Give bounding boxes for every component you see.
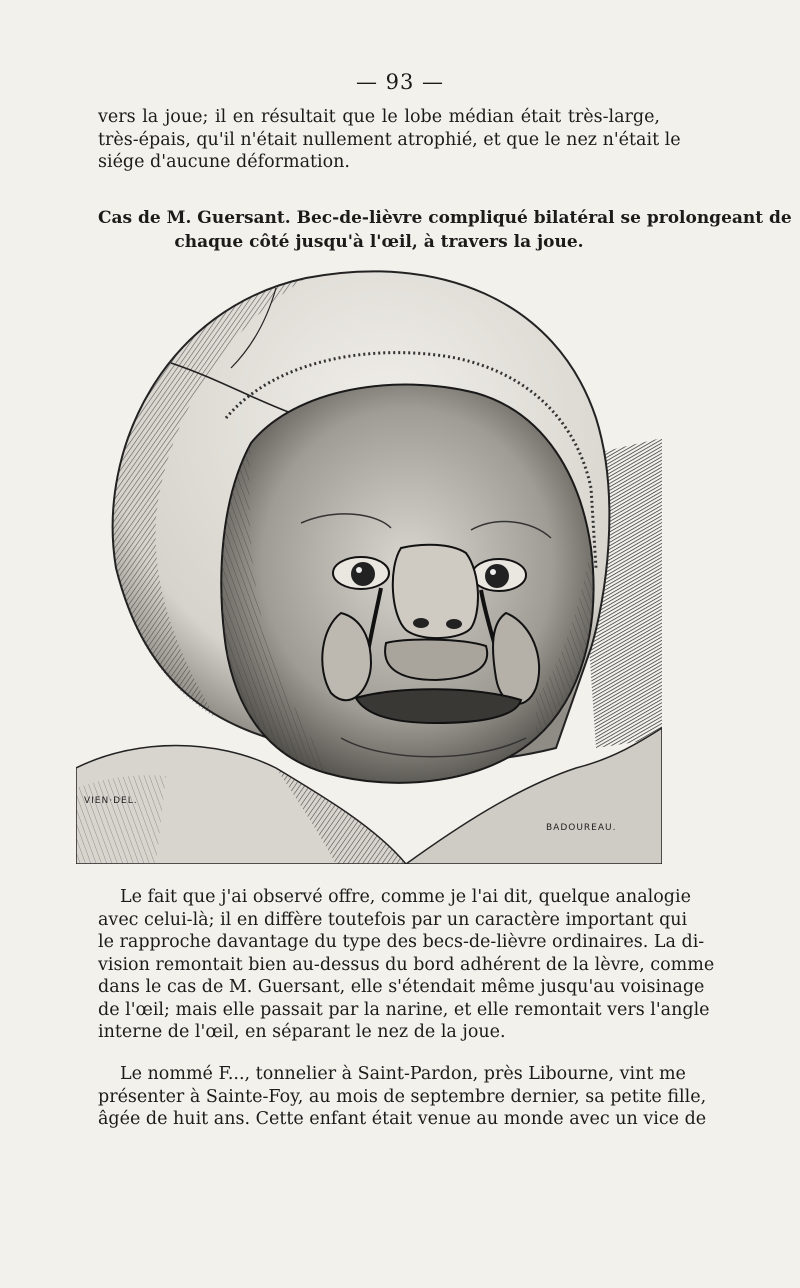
- caption-line-1: Cas de M. Guersant. Bec-de-lièvre compliqué bilatéral se prolongeant de: [98, 208, 792, 228]
- median-lobe: [385, 640, 487, 680]
- engraving-figure: [76, 268, 662, 864]
- right-pupil: [485, 564, 509, 588]
- body-paragraph: [98, 886, 715, 1044]
- text-line: avec celui-là; il en diffère toutefois par un caractère important qui: [98, 909, 688, 930]
- garment-shading: [76, 775, 166, 864]
- nostril: [446, 619, 462, 629]
- text-line: vers la joue; il en résultait que le lobe médian était très-large,: [98, 107, 660, 127]
- body-paragraph: [98, 1063, 707, 1131]
- page-number: — 93 —: [355, 70, 445, 94]
- engraver-signature-left: VIEN·DEL.: [84, 796, 138, 806]
- text-line: interne de l'œil, en séparant le nez de la joue.: [98, 1022, 506, 1042]
- text-line: vision remontait bien au-dessus du bord adhérent de la lèvre, comme: [98, 954, 715, 975]
- top-paragraph: [98, 106, 681, 174]
- nose: [393, 545, 478, 638]
- text-line: présenter à Sainte-Foy, au mois de septembre dernier, sa petite fille,: [98, 1086, 707, 1107]
- text-line: Le fait que j'ai observé offre, comme je l'ai dit, quelque analogie: [120, 887, 691, 907]
- text-line: le rapproche davantage du type des becs-de-lièvre ordinaires. La di-: [98, 932, 705, 952]
- text-line: âgée de huit ans. Cette enfant était venue au monde avec un vice de: [98, 1109, 707, 1129]
- engraver-signature-right: BADOUREAU.: [546, 823, 617, 833]
- text-line: très-épais, qu'il n'était nullement atrophié, et que le nez n'était le: [98, 129, 681, 150]
- figure-caption: [98, 206, 792, 254]
- text-line: dans le cas de M. Guersant, elle s'étendait même jusqu'au voisinage: [98, 977, 705, 997]
- text-line: de l'œil; mais elle passait par la narine, et elle remontait vers l'angle: [98, 999, 710, 1020]
- text-line: Le nommé F..., tonnelier à Saint-Pardon, près Libourne, vint me: [120, 1064, 686, 1084]
- caption-line-2: chaque côté jusqu'à l'œil, à travers la joue.: [174, 232, 584, 252]
- text-line: siége d'aucune déformation.: [98, 152, 350, 172]
- engraving-illustration: [76, 268, 662, 864]
- nostril: [413, 618, 429, 628]
- left-pupil: [351, 562, 375, 586]
